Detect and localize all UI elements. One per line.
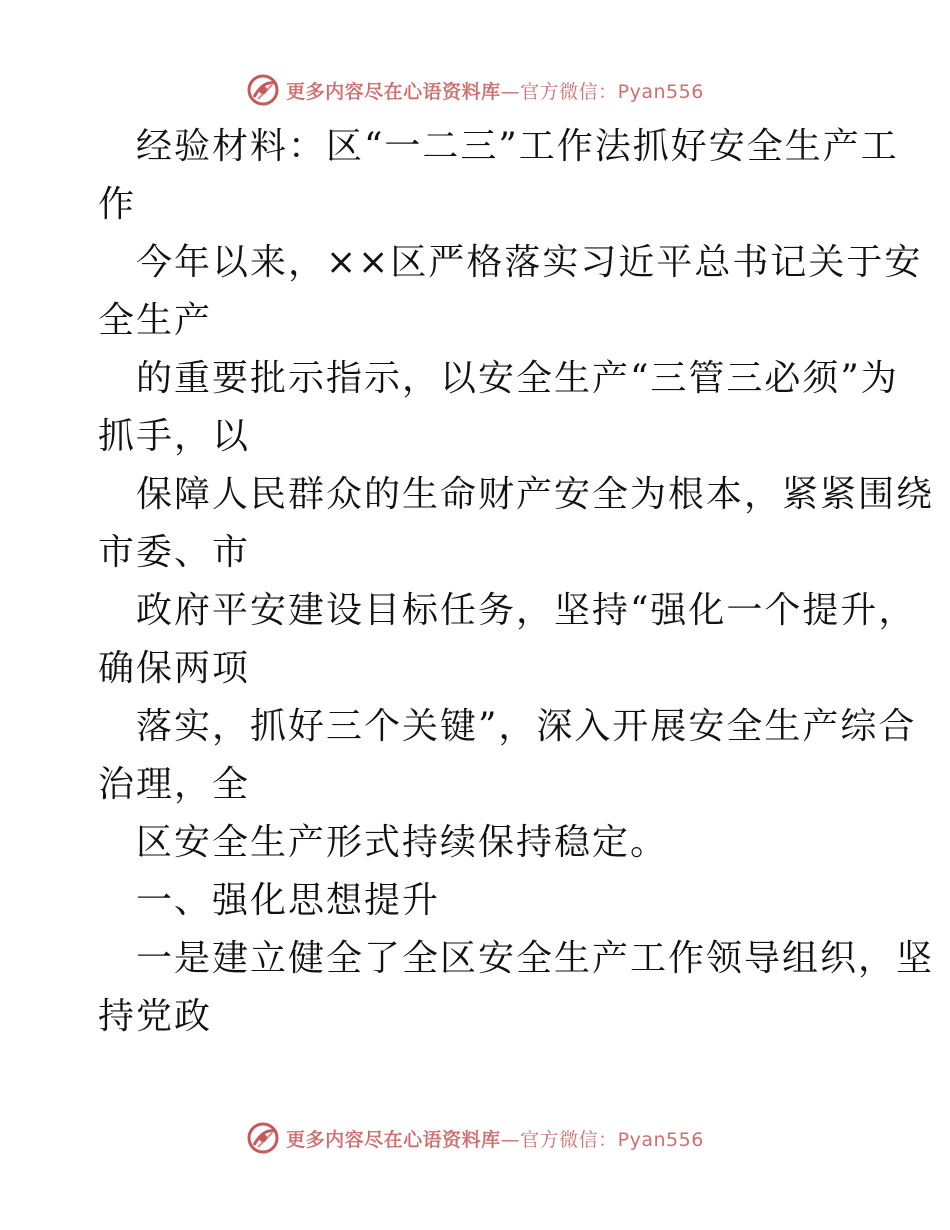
document-title-line-1: 经验材料：区“一二三”工作法抓好安全生产工 xyxy=(136,126,899,167)
paragraph-line: 一是建立健全了全区安全生产工作领导组织，坚 xyxy=(136,938,935,979)
watermark-separator: — xyxy=(500,80,521,103)
paragraph-line: 持党政 xyxy=(98,996,213,1037)
watermark-wechat-text: 官方微信：Pyan556 xyxy=(520,80,704,103)
paragraph-line: 区安全生产形式持续保持稳定。 xyxy=(136,822,669,863)
paragraph-line: 市委、市 xyxy=(98,532,251,573)
paragraph-line: 确保两项 xyxy=(98,648,251,689)
paragraph-line: 今年以来，××区严格落实习近平总书记关于安 xyxy=(136,242,923,283)
document-body xyxy=(98,118,935,1046)
paragraph-line: 治理，全 xyxy=(98,764,251,805)
paragraph-line: 的重要批示指示，以安全生产“三管三必须”为 xyxy=(136,358,899,399)
paragraph-line: 落实，抓好三个关键”，深入开展安全生产综合 xyxy=(136,706,917,747)
document-title-line-2: 作 xyxy=(98,184,137,225)
watermark-main-text: 更多内容尽在心语资料库 xyxy=(286,80,501,103)
brand-logo-icon xyxy=(246,1121,280,1155)
watermark-separator: — xyxy=(500,1128,521,1151)
paragraph-line: 全生产 xyxy=(98,300,213,341)
section-heading: 一、强化思想提升 xyxy=(136,880,441,921)
paragraph-line: 保障人民群众的生命财产安全为根本，紧紧围绕 xyxy=(136,474,935,515)
paragraph-line: 抓手，以 xyxy=(98,416,251,457)
paragraph-line: 政府平安建设目标任务，坚持“强化一个提升， xyxy=(136,590,917,631)
footer-watermark xyxy=(0,1118,950,1158)
header-watermark xyxy=(0,70,950,110)
watermark-main-text: 更多内容尽在心语资料库 xyxy=(286,1128,501,1151)
watermark-wechat-text: 官方微信：Pyan556 xyxy=(520,1128,704,1151)
brand-logo-icon xyxy=(246,73,280,107)
